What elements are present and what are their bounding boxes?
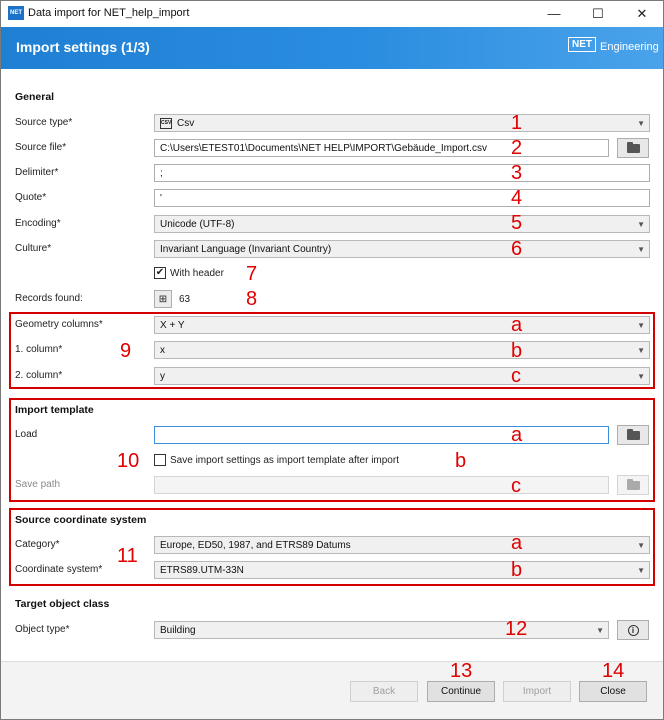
- section-target-object-class: Target object class: [15, 598, 110, 610]
- annotation-10a: a: [511, 424, 523, 446]
- annotation-1: 1: [511, 112, 523, 134]
- culture-select[interactable]: [154, 240, 650, 258]
- object-type-label: Object type*: [15, 624, 70, 635]
- chevron-down-icon: ▼: [637, 220, 645, 229]
- continue-button[interactable]: Continue: [427, 681, 495, 702]
- annotation-9a: a: [511, 314, 523, 336]
- column1-value: x: [160, 344, 165, 356]
- annotation-10: 10: [117, 450, 140, 472]
- chevron-down-icon: ▼: [637, 566, 645, 575]
- annotation-11: 11: [117, 545, 138, 567]
- folder-open-icon: [627, 431, 640, 440]
- coordinate-system-select[interactable]: [154, 561, 650, 579]
- annotation-12: 12: [505, 618, 528, 640]
- logo-text: Engineering: [600, 41, 659, 53]
- maximize-button[interactable]: ☐: [592, 5, 604, 21]
- geometry-columns-value: X + Y: [160, 319, 185, 331]
- source-type-select[interactable]: [154, 114, 650, 132]
- info-icon: i: [628, 625, 639, 636]
- annotation-9b: b: [511, 340, 523, 362]
- object-type-value: Building: [160, 624, 196, 636]
- save-path-input[interactable]: [154, 476, 609, 494]
- source-file-input[interactable]: [154, 139, 609, 157]
- section-general: General: [15, 91, 55, 103]
- category-select[interactable]: [154, 536, 650, 554]
- geometry-columns-select[interactable]: [154, 316, 650, 334]
- section-import-template: Import template: [15, 404, 94, 416]
- back-button[interactable]: Back: [350, 681, 418, 702]
- source-type-label: Source type*: [15, 117, 73, 128]
- source-type-value: Csv: [177, 117, 195, 129]
- source-file-value: C:\Users\ETEST01\Documents\NET HELP\IMPORT\Gebäude_Import.csv: [160, 142, 487, 154]
- table-grid-icon[interactable]: ⊞: [154, 290, 172, 308]
- culture-value: Invariant Language (Invariant Country): [160, 243, 332, 255]
- annotation-7: 7: [246, 263, 258, 285]
- coordinate-system-label: Coordinate system*: [15, 564, 103, 575]
- records-found-label: Records found:: [15, 293, 83, 304]
- annotation-9: 9: [120, 340, 132, 362]
- window-title: Data import for NET_help_import: [28, 7, 190, 19]
- object-type-info-button[interactable]: [617, 620, 649, 640]
- browse-save-path-button[interactable]: [617, 475, 649, 495]
- coordinate-system-value: ETRS89.UTM-33N: [160, 564, 244, 576]
- chevron-down-icon: ▼: [637, 245, 645, 254]
- chevron-down-icon: ▼: [637, 541, 645, 550]
- annotation-8: 8: [246, 288, 258, 310]
- delimiter-value: ;: [160, 167, 163, 179]
- save-path-label: Save path: [15, 479, 61, 490]
- with-header-label: With header: [170, 268, 224, 279]
- annotation-4: 4: [511, 187, 523, 209]
- geometry-columns-label: Geometry columns*: [15, 319, 103, 330]
- annotation-2: 2: [511, 137, 523, 159]
- delimiter-label: Delimiter*: [15, 167, 59, 178]
- culture-label: Culture*: [15, 243, 52, 254]
- encoding-label: Encoding*: [15, 218, 61, 229]
- folder-open-icon: [627, 144, 640, 153]
- chevron-down-icon: ▼: [637, 119, 645, 128]
- chevron-down-icon: ▼: [637, 372, 645, 381]
- quote-value: ': [160, 192, 162, 204]
- browse-source-file-button[interactable]: [617, 138, 649, 158]
- chevron-down-icon: ▼: [637, 321, 645, 330]
- encoding-value: Unicode (UTF-8): [160, 218, 235, 230]
- load-template-input[interactable]: [154, 426, 609, 444]
- csv-file-icon: CSV: [160, 118, 172, 129]
- save-template-label: Save import settings as import template after import: [170, 455, 399, 466]
- annotation-13: 13: [450, 660, 473, 682]
- annotation-5: 5: [511, 212, 523, 234]
- app-icon: NET: [8, 6, 24, 20]
- quote-label: Quote*: [15, 192, 47, 203]
- browse-template-button[interactable]: [617, 425, 649, 445]
- annotation-10b: b: [455, 450, 467, 472]
- quote-input[interactable]: [154, 189, 650, 207]
- annotation-11a: a: [511, 532, 523, 554]
- section-source-crs: Source coordinate system: [15, 514, 147, 526]
- import-button[interactable]: Import: [503, 681, 571, 702]
- load-label: Load: [15, 429, 38, 440]
- column1-label: 1. column*: [15, 344, 63, 355]
- close-window-button[interactable]: ✕: [636, 5, 648, 21]
- annotation-3: 3: [511, 162, 523, 184]
- column2-value: y: [160, 370, 165, 382]
- chevron-down-icon: ▼: [637, 346, 645, 355]
- column2-label: 2. column*: [15, 370, 63, 381]
- with-header-checkbox[interactable]: [154, 267, 166, 279]
- category-label: Category*: [15, 539, 60, 550]
- records-found-value: 63: [179, 294, 191, 305]
- annotation-11b: b: [511, 559, 523, 581]
- annotation-10c: c: [511, 475, 521, 497]
- encoding-select[interactable]: [154, 215, 650, 233]
- annotation-14: 14: [602, 660, 625, 682]
- object-type-select[interactable]: [154, 621, 609, 639]
- close-button[interactable]: Close: [579, 681, 647, 702]
- delimiter-input[interactable]: [154, 164, 650, 182]
- column2-select[interactable]: [154, 367, 650, 385]
- save-template-checkbox[interactable]: [154, 454, 166, 466]
- annotation-6: 6: [511, 238, 523, 260]
- chevron-down-icon: ▼: [596, 626, 604, 635]
- page-title: Import settings (1/3): [16, 39, 150, 55]
- column1-select[interactable]: [154, 341, 650, 359]
- category-value: Europe, ED50, 1987, and ETRS89 Datums: [160, 539, 351, 551]
- folder-open-icon: [627, 481, 640, 490]
- source-file-label: Source file*: [15, 142, 67, 153]
- minimize-button[interactable]: —: [547, 6, 561, 21]
- checkmark-icon: ✔: [155, 267, 165, 278]
- net-logo: NET: [568, 37, 596, 52]
- annotation-9c: c: [511, 365, 521, 387]
